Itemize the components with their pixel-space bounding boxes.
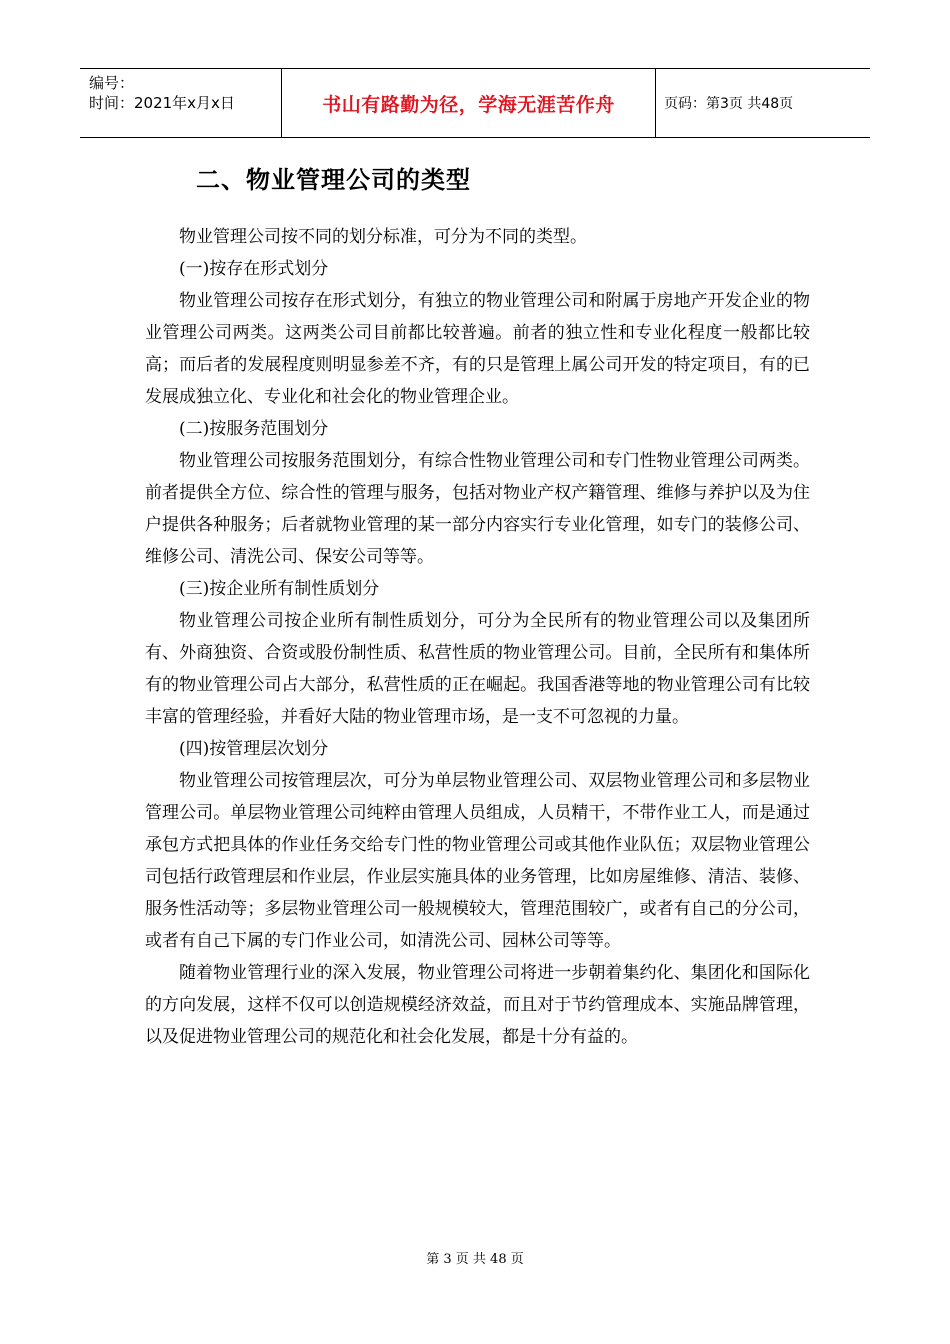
- paragraph: 物业管理公司按服务范围划分，有综合性物业管理公司和专门性物业管理公司两类。前者提供全方位、综合性的管理与服务，包括对物业产权产籍管理、维修与养护以及为住户提供各种服务；后者就物业管理的某一部分内容实行专业化管理，如专门的装修公司、维修公司、清洗公司、保安公司等等。: [145, 451, 810, 567]
- section-title: 二、物业管理公司的类型: [196, 166, 471, 194]
- subheading: (二)按服务范围划分: [179, 419, 329, 439]
- header-page-code: [656, 69, 870, 137]
- header-motto: 书山有路勤为径，学海无涯苦作舟: [282, 69, 656, 137]
- page-header: [80, 68, 870, 138]
- page-code-text: 页码：第3页 共48页: [664, 96, 794, 112]
- paragraph: 物业管理公司按存在形式划分，有独立的物业管理公司和附属于房地产开发企业的物业管理公司两类。这两类公司目前都比较普遍。前者的独立性和专业化程度一般都比较高；而后者的发展程度则明显参差不齐，有的只是管理上属公司开发的特定项目，有的已发展成独立化、专业化和社会化的物业管理企业。: [145, 291, 810, 407]
- document-number-label: 编号：: [89, 74, 135, 92]
- paragraph: 随着物业管理行业的深入发展，物业管理公司将进一步朝着集约化、集团化和国际化的方向发展，这样不仅可以创造规模经济效益，而且对于节约管理成本、实施品牌管理，以及促进物业管理公司的规范化和社会化发展，都是十分有益的。: [145, 963, 810, 1047]
- subheading: (一)按存在形式划分: [179, 259, 329, 279]
- paragraph: 物业管理公司按不同的划分标准，可分为不同的类型。: [179, 227, 587, 247]
- subheading: (三)按企业所有制性质划分: [179, 579, 380, 599]
- page-footer: 第 3 页 共 48 页: [426, 1252, 524, 1267]
- document-date: 时间：2021年x月x日: [89, 94, 235, 112]
- body-text: [145, 221, 810, 1053]
- paragraph: 物业管理公司按管理层次，可分为单层物业管理公司、双层物业管理公司和多层物业管理公司。单层物业管理公司纯粹由管理人员组成，人员精干，不带作业工人，而是通过承包方式把具体的作业任务交给专门性的物业管理公司或其他作业队伍；双层物业管理公司包括行政管理层和作业层，作业层实施具体的业务管理，比如房屋维修、清洁、装修、服务性活动等；多层物业管理公司一般规模较大，管理范围较广，或者有自己的分公司，或者有自己下属的专门作业公司，如清洗公司、园林公司等等。: [145, 771, 810, 951]
- paragraph: 物业管理公司按企业所有制性质划分，可分为全民所有的物业管理公司以及集团所有、外商独资、合资或股份制性质、私营性质的物业管理公司。目前，全民所有和集体所有的物业管理公司占大部分，私营性质的正在崛起。我国香港等地的物业管理公司有比较丰富的管理经验，并看好大陆的物业管理市场，是一支不可忽视的力量。: [145, 611, 810, 727]
- subheading: (四)按管理层次划分: [179, 739, 329, 759]
- header-meta: [80, 69, 282, 137]
